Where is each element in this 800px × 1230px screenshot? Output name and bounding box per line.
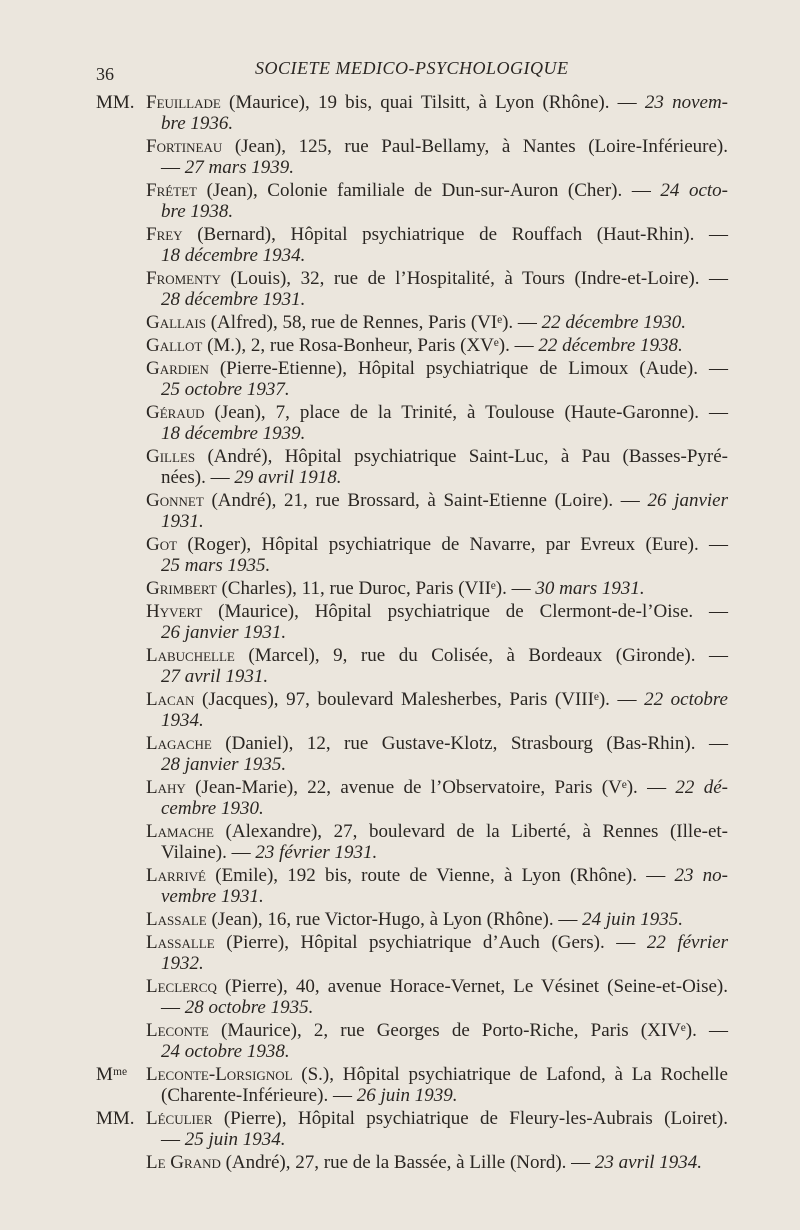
entry-continuation-line [161,289,800,310]
entry-first-line [146,1020,728,1041]
member-details: (Emile), 192 bis, route de Vienne, à Lyon (Rhône). — [206,865,675,886]
entry-continuation-line [161,622,800,643]
member-details: (Marcel), 9, rue du Colisée, à Bordeaux (Gironde). — [234,645,728,666]
member-details: (Jean), 7, place de la Trinité, à Toulouse (Haute-Garonne). — [204,402,728,423]
entry-continuation-line [161,666,800,687]
member-entry [0,578,800,599]
membership-date: 23 avril 1934. [594,1152,703,1173]
member-list [0,92,800,1175]
member-details: (Jacques), 97, boulevard Malesherbes, Paris (VIIIᵉ). — [194,689,645,710]
entry-continuation-line [161,886,800,907]
entry-continuation-line [161,1085,800,1106]
salutation-prefix: Mᵐᵉ [96,1064,128,1085]
member-surname: Hyvert [146,601,203,622]
member-surname: Got [146,534,178,555]
member-details: (Pierre), Hôpital psychiatrique d’Auch (Gers). — [214,932,647,953]
entry-first-line [146,92,728,113]
member-details: (Maurice), 19 bis, quai Tilsitt, à Lyon (Rhône). — [220,92,645,113]
membership-date: vembre 1931. [161,886,264,907]
member-entry [0,268,800,310]
entry-first-line [146,932,728,953]
entry-first-line [146,224,728,245]
member-surname: Frétet [146,180,198,201]
member-surname: Frey [146,224,183,245]
member-surname: Géraud [146,402,205,423]
entry-continuation-line [161,798,800,819]
membership-date: 26 janvier [647,490,728,511]
member-surname: Grimbert [146,578,217,599]
entry-first-line [146,136,728,157]
member-surname: Gilles [146,446,196,467]
entry-first-line [146,601,728,622]
entry-continuation-line [161,113,800,134]
member-entry [0,180,800,222]
member-surname: Lagache [146,733,212,754]
membership-date: 25 mars 1935. [161,555,271,576]
member-details: (Roger), Hôpital psychiatrique de Navarre, par Evreux (Eure). — [177,534,728,555]
entry-first-line [146,534,728,555]
member-surname: Larrivé [146,865,206,886]
membership-date: 27 avril 1931. [161,666,269,687]
member-surname: Lacan [146,689,195,710]
membership-date: 25 octobre 1937. [161,379,290,400]
membership-date: 28 janvier 1935. [161,754,287,775]
member-entry [0,777,800,819]
membership-date: 22 décembre 1930. [541,312,687,333]
member-surname: Le Grand [146,1152,221,1173]
entry-first-line [146,1064,728,1085]
member-details: (Maurice), 2, rue Georges de Porto-Riche, Paris (XIVᵉ). — [208,1020,728,1041]
membership-date: 28 décembre 1931. [161,289,306,310]
member-entry [0,1108,800,1150]
entry-continuation-line [161,754,800,775]
member-details: (Daniel), 12, rue Gustave-Klotz, Strasbourg (Bas-Rhin). — [211,733,728,754]
membership-date: 18 décembre 1939. [161,423,306,444]
member-entry [0,358,800,400]
entry-first-line [146,335,728,356]
member-surname: Lassalle [146,932,215,953]
member-details: (Jean), 16, rue Victor-Hugo, à Lyon (Rhône). — [206,909,583,930]
member-surname: Lamache [146,821,214,842]
membership-date: 30 mars 1931. [535,578,645,599]
entry-first-line [146,909,728,930]
membership-date: 22 décembre 1938. [538,335,683,356]
member-entry [0,1152,800,1173]
member-details: (André), 27, rue de la Bassée, à Lille (Nord). — [220,1152,595,1173]
entry-continuation-line [161,710,800,731]
member-surname: Lassale [146,909,207,930]
membership-date: bre 1936. [161,113,234,134]
member-surname: Lahy [146,777,186,798]
membership-date: 22 dé- [675,777,728,798]
entry-continuation-line [161,467,800,488]
membership-date: 26 janvier 1931. [161,622,287,643]
running-head: SOCIETE MEDICO-PSYCHOLOGIQUE [255,58,569,78]
entry-first-line [146,446,728,467]
membership-date: 25 juin 1934. [184,1129,286,1150]
member-details: (Bernard), Hôpital psychiatrique de Rouffach (Haut-Rhin). — [182,224,728,245]
member-entry [0,335,800,356]
member-entry [0,224,800,266]
membership-date: 18 décembre 1934. [161,245,306,266]
entry-continuation-line [161,842,800,863]
membership-date: 27 mars 1939. [184,157,295,178]
member-entry [0,976,800,1018]
member-details: (André), 21, rue Brossard, à Saint-Etienne (Loire). — [203,490,648,511]
entry-first-line [146,358,728,379]
entry-continuation-text: Vilaine). — [161,842,256,863]
member-surname: Fortineau [146,136,223,157]
member-surname: Labuchelle [146,645,235,666]
entry-continuation-line [161,379,800,400]
entry-first-line [146,689,728,710]
member-surname: Leconte-Lorsignol [146,1064,293,1085]
entry-continuation-text: — [161,1129,185,1150]
membership-date: 22 octobre [644,689,728,710]
membership-date: cembre 1930. [161,798,264,819]
page-number: 36 [96,64,114,84]
member-entry [0,689,800,731]
member-details: (Maurice), Hôpital psychiatrique de Clermont-de-l’Oise. — [202,601,728,622]
member-details: (S.), Hôpital psychiatrique de Lafond, à La Rochelle [292,1064,728,1085]
member-entry [0,733,800,775]
member-entry [0,1020,800,1062]
member-details: (Jean), Colonie familiale de Dun-sur-Auron (Cher). — [197,180,661,201]
member-surname: Gonnet [146,490,204,511]
member-entry [0,136,800,178]
entry-first-line [146,402,728,423]
membership-date: bre 1938. [161,201,234,222]
member-details: (Pierre-Etienne), Hôpital psychiatrique de Limoux (Aude). — [208,358,728,379]
member-surname: Leconte [146,1020,209,1041]
entry-first-line [146,312,728,333]
entry-continuation-line [161,1129,800,1150]
member-entry [0,821,800,863]
member-details: (Pierre), 40, avenue Horace-Vernet, Le Vésinet (Seine-et-Oise). [216,976,728,997]
member-details: (Pierre), Hôpital psychiatrique de Fleury-les-Aubrais (Loiret). [212,1108,728,1129]
membership-date: 29 avril 1918. [234,467,342,488]
member-entry [0,490,800,532]
member-details: (Jean), 125, rue Paul-Bellamy, à Nantes (Loire-Inférieure). [222,136,728,157]
member-details: (M.), 2, rue Rosa-Bonheur, Paris (XVᵉ). — [202,335,539,356]
entry-first-line [146,821,728,842]
entry-continuation-text: — [161,157,185,178]
member-details: (Louis), 32, rue de l’Hospitalité, à Tours (Indre-et-Loire). — [220,268,728,289]
salutation-prefix: MM. [96,92,135,113]
membership-date: 23 février 1931. [255,842,378,863]
entry-continuation-line [161,201,800,222]
entry-first-line [146,578,728,599]
member-entry [0,402,800,444]
member-surname: Léculier [146,1108,213,1129]
membership-date: 26 juin 1939. [356,1085,458,1106]
membership-date: 24 octobre 1938. [161,1041,290,1062]
member-surname: Fromenty [146,268,221,289]
entry-first-line [146,1152,728,1173]
entry-continuation-line [161,157,800,178]
membership-date: 24 octo- [660,180,728,201]
member-entry [0,909,800,930]
member-entry [0,534,800,576]
membership-date: 1931. [161,511,204,532]
member-entry [0,645,800,687]
member-entry [0,312,800,333]
membership-date: 1934. [161,710,204,731]
entry-continuation-line [161,1041,800,1062]
membership-date: 28 octobre 1935. [184,997,314,1018]
member-entry [0,601,800,643]
member-surname: Gardien [146,358,209,379]
member-entry [0,865,800,907]
membership-date: 23 no- [674,865,729,886]
entry-continuation-text: (Charente-Inférieure). — [161,1085,357,1106]
member-surname: Feuillade [146,92,221,113]
entry-continuation-line [161,953,800,974]
entry-first-line [146,976,728,997]
member-entry [0,932,800,974]
member-details: (Alexandre), 27, boulevard de la Liberté, à Rennes (Ille-et- [213,821,728,842]
entry-first-line [146,777,728,798]
entry-first-line [146,645,728,666]
entry-first-line [146,733,728,754]
membership-date: 24 juin 1935. [582,909,683,930]
entry-first-line [146,180,728,201]
member-entry [0,446,800,488]
entry-continuation-line [161,997,800,1018]
membership-date: 23 novem- [644,92,728,113]
member-details: (Charles), 11, rue Duroc, Paris (VIIᵉ). — [216,578,536,599]
entry-continuation-line [161,555,800,576]
entry-first-line [146,490,728,511]
member-surname: Gallot [146,335,203,356]
entry-first-line [146,268,728,289]
entry-first-line [146,865,728,886]
entry-first-line [146,1108,728,1129]
member-entry [0,92,800,134]
membership-date: 22 février [646,932,728,953]
member-surname: Leclercq [146,976,217,997]
member-details: (Alfred), 58, rue de Rennes, Paris (VIᵉ). — [205,312,542,333]
membership-date: 1932. [161,953,204,974]
entry-continuation-text: nées). — [161,467,235,488]
member-surname: Gallais [146,312,206,333]
salutation-prefix: MM. [96,1108,135,1129]
member-entry [0,1064,800,1106]
member-details: (Jean-Marie), 22, avenue de l’Observatoire, Paris (Vᵉ). — [185,777,676,798]
entry-continuation-line [161,245,800,266]
member-details: (André), Hôpital psychiatrique Saint-Luc, à Pau (Basses-Pyré- [195,446,728,467]
entry-continuation-line [161,511,800,532]
entry-continuation-text: — [161,997,185,1018]
entry-continuation-line [161,423,800,444]
